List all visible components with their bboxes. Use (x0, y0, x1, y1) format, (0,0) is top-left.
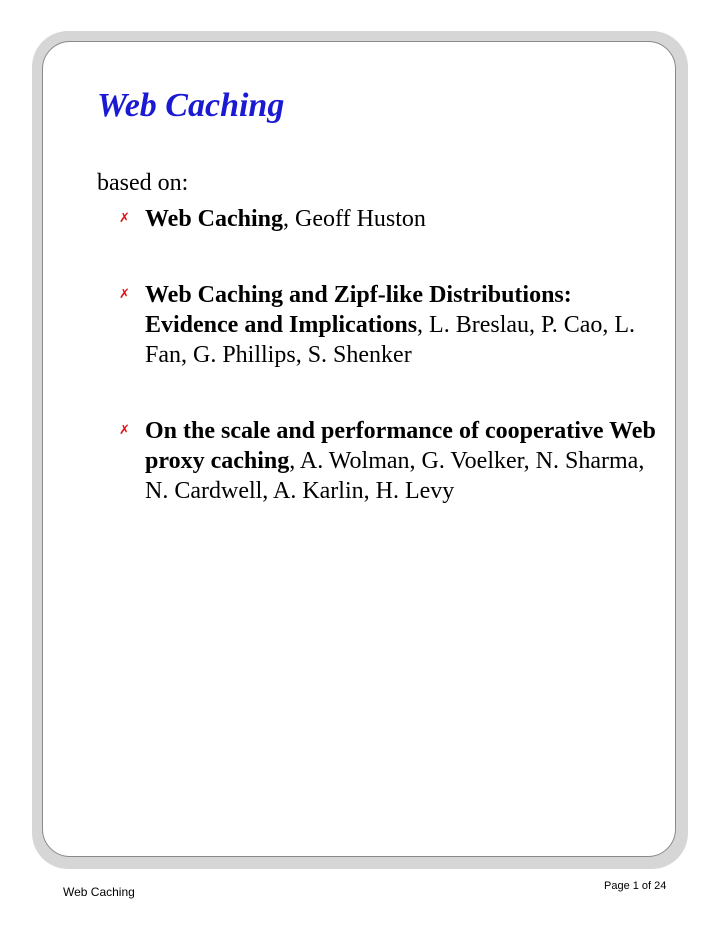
slide-frame (32, 31, 688, 869)
reference-authors: , A. Wolman, G. Voelker, N. Sharma, N. Cardwell, A. Karlin, H. Levy (145, 448, 645, 504)
slide-title: Web Caching (97, 87, 285, 124)
footer-title: Web Caching (63, 885, 135, 899)
reference-list (97, 204, 657, 506)
x-mark-bullet-icon: ✗ (119, 211, 130, 226)
reference-title: On the scale and performance of cooperative Web proxy caching (145, 418, 656, 474)
reference-item (97, 280, 657, 370)
reference-title: Web Caching (145, 206, 284, 232)
reference-item (97, 204, 657, 234)
reference-authors: , L. Breslau, P. Cao, L. Fan, G. Phillips, S. Shenker (145, 312, 636, 368)
reference-authors: , Geoff Huston (283, 206, 426, 232)
reference-item (97, 416, 657, 506)
page-number: Page 1 of 24 (604, 880, 667, 892)
x-mark-bullet-icon: ✗ (119, 287, 130, 302)
slide-content (42, 41, 676, 857)
intro-text: based on: (97, 170, 189, 196)
reference-title: Web Caching and Zipf-like Distributions: Evidence and Implications (145, 282, 572, 338)
x-mark-bullet-icon: ✗ (119, 423, 130, 438)
